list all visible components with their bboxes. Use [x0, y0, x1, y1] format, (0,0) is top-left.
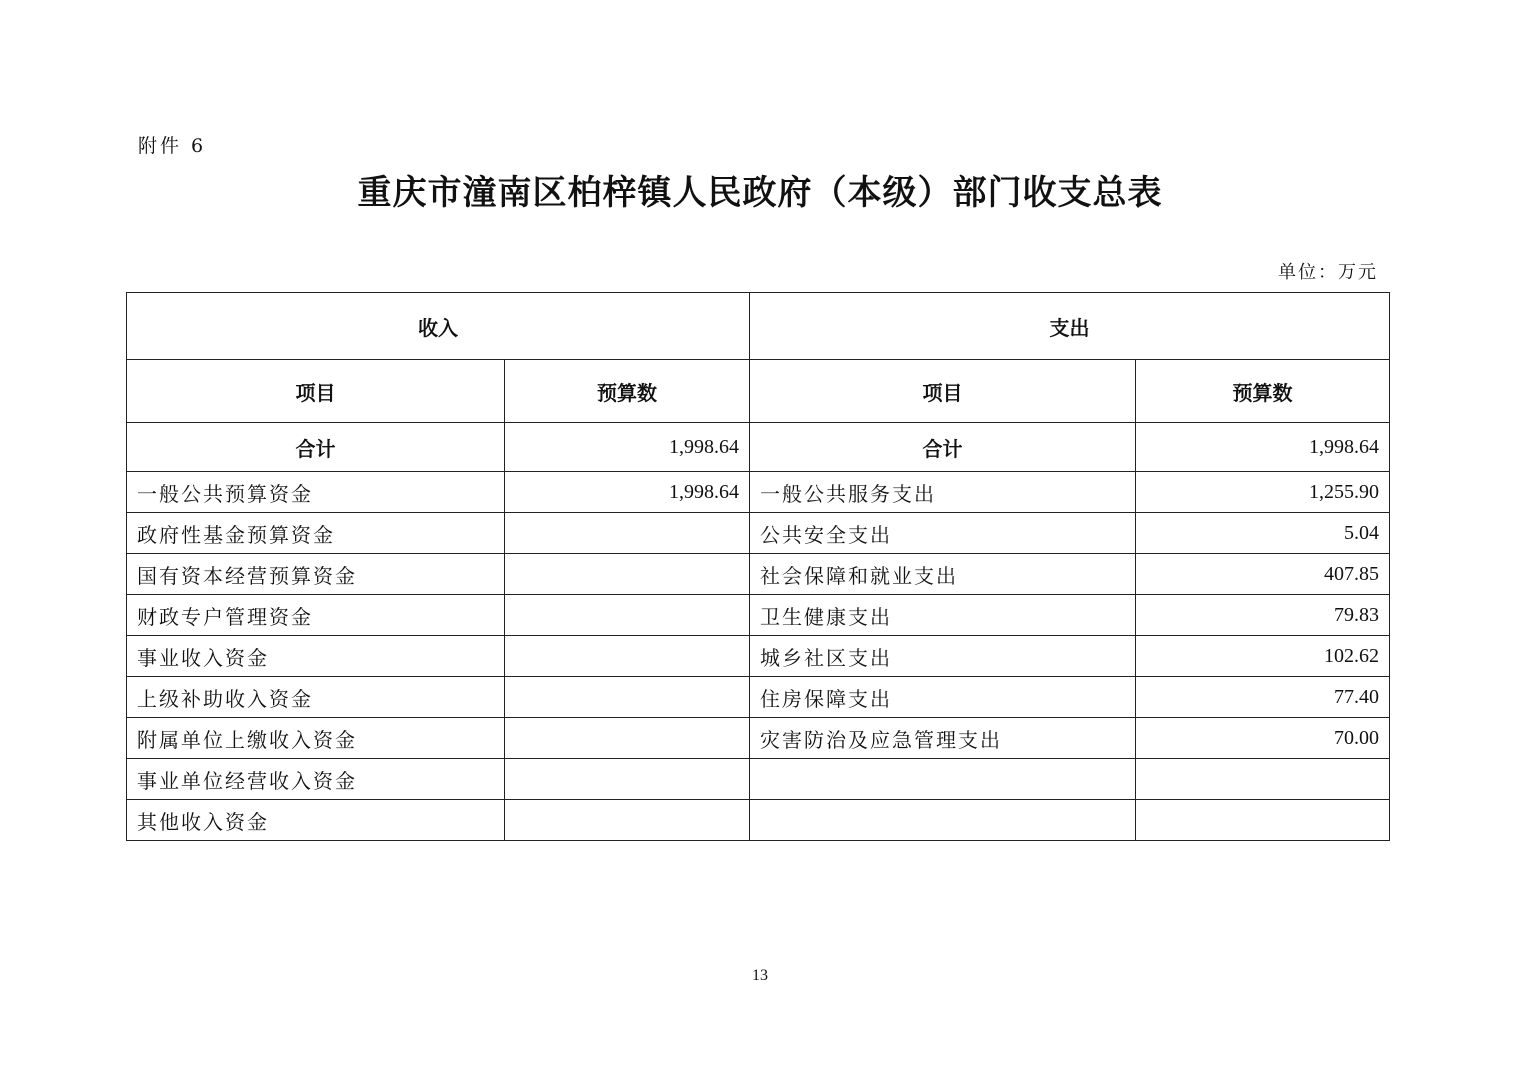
expense-header: 支出: [750, 293, 1390, 360]
expense-total-value: 1,998.64: [1136, 423, 1390, 472]
page-number: 13: [752, 967, 768, 984]
table-row: [127, 554, 1390, 595]
unit-label: 单位：万元: [1278, 262, 1378, 283]
expense-item: 卫生健康支出: [750, 595, 1136, 636]
expense-value: 79.83: [1136, 595, 1390, 636]
expense-value: [1136, 759, 1390, 800]
income-item-column-header: 项目: [127, 360, 505, 423]
income-value: [505, 636, 750, 677]
expense-item-column-header: 项目: [750, 360, 1136, 423]
income-value: [505, 677, 750, 718]
expense-value: 1,255.90: [1136, 472, 1390, 513]
expense-value: 102.62: [1136, 636, 1390, 677]
page-title: 重庆市潼南区柏梓镇人民政府（本级）部门收支总表: [357, 173, 1163, 213]
income-item: 政府性基金预算资金: [127, 513, 505, 554]
attachment-label: 附件 6: [138, 135, 207, 157]
table-group-header-row: [127, 293, 1390, 360]
budget-summary-table: [126, 292, 1390, 841]
expense-item: [750, 800, 1136, 841]
income-value: [505, 718, 750, 759]
expense-value: 407.85: [1136, 554, 1390, 595]
expense-item: [750, 759, 1136, 800]
income-budget-column-header: 预算数: [505, 360, 750, 423]
income-total-value: 1,998.64: [505, 423, 750, 472]
expense-total-label: 合计: [750, 423, 1136, 472]
income-total-label: 合计: [127, 423, 505, 472]
income-item: 财政专户管理资金: [127, 595, 505, 636]
expense-value: 70.00: [1136, 718, 1390, 759]
expense-value: [1136, 800, 1390, 841]
income-value: [505, 759, 750, 800]
total-row: [127, 423, 1390, 472]
expense-item: 住房保障支出: [750, 677, 1136, 718]
expense-budget-column-header: 预算数: [1136, 360, 1390, 423]
table-column-header-row: [127, 360, 1390, 423]
income-value: [505, 800, 750, 841]
income-item: 附属单位上缴收入资金: [127, 718, 505, 759]
table-row: [127, 636, 1390, 677]
expense-value: 5.04: [1136, 513, 1390, 554]
income-value: [505, 554, 750, 595]
income-item: 事业单位经营收入资金: [127, 759, 505, 800]
table-row: [127, 513, 1390, 554]
income-item: 一般公共预算资金: [127, 472, 505, 513]
income-value: [505, 513, 750, 554]
income-value: 1,998.64: [505, 472, 750, 513]
income-value: [505, 595, 750, 636]
table-row: [127, 759, 1390, 800]
income-item: 其他收入资金: [127, 800, 505, 841]
expense-item: 社会保障和就业支出: [750, 554, 1136, 595]
expense-item: 城乡社区支出: [750, 636, 1136, 677]
expense-value: 77.40: [1136, 677, 1390, 718]
income-item: 上级补助收入资金: [127, 677, 505, 718]
expense-item: 一般公共服务支出: [750, 472, 1136, 513]
table-row: [127, 677, 1390, 718]
income-header: 收入: [127, 293, 750, 360]
table-row: [127, 595, 1390, 636]
income-item: 事业收入资金: [127, 636, 505, 677]
table-row: [127, 472, 1390, 513]
expense-item: 灾害防治及应急管理支出: [750, 718, 1136, 759]
table-row: [127, 800, 1390, 841]
income-item: 国有资本经营预算资金: [127, 554, 505, 595]
table-row: [127, 718, 1390, 759]
expense-item: 公共安全支出: [750, 513, 1136, 554]
